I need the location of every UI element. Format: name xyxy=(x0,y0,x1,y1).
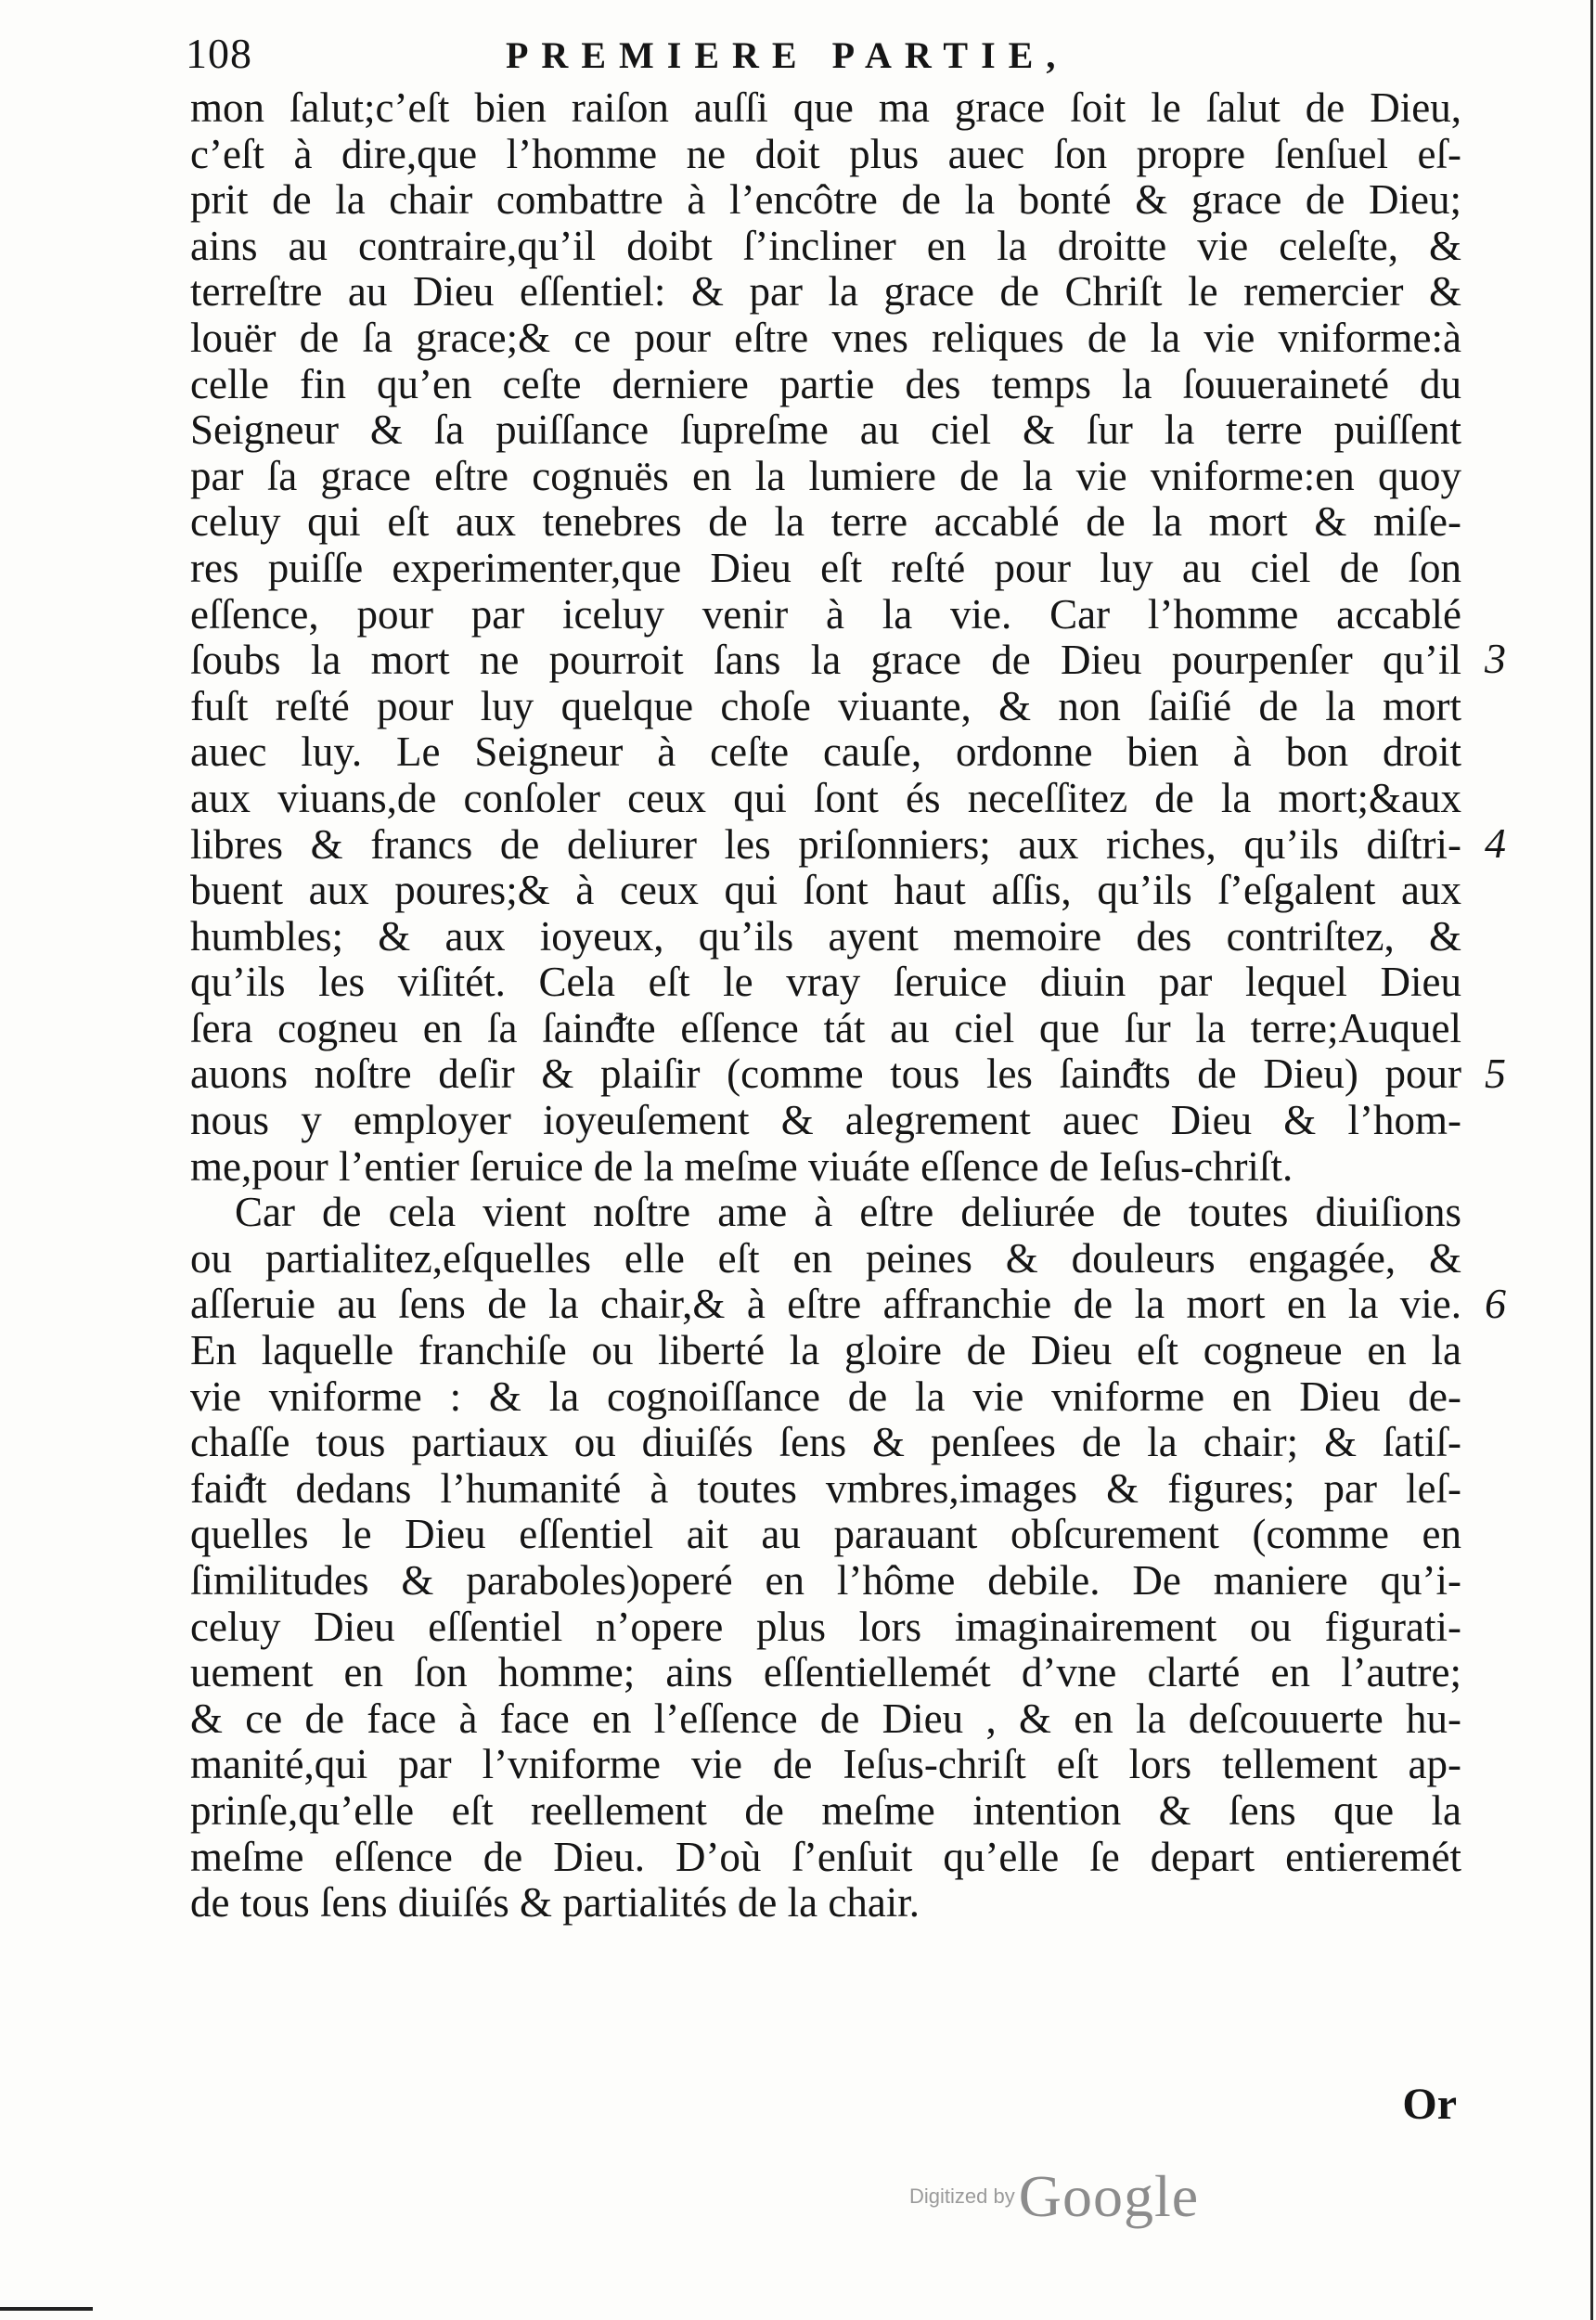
verse-number: 3 xyxy=(1485,635,1506,682)
digitized-watermark xyxy=(909,2162,1199,2231)
text-line: celuy qui eſt aux tenebres de la terre accablé de la mort & miſe- xyxy=(190,498,1461,546)
text-line: terreſtre au Dieu eſſentiel: & par la grace de Chriſt le remercier & xyxy=(190,268,1461,316)
text-line: aſſeruie au ſens de la chair,& à eſtre affranchie de la mort en la vie. xyxy=(190,1281,1461,1328)
catchword: Or xyxy=(1402,2080,1457,2129)
page-number: 108 xyxy=(186,30,252,77)
text-line: meſme eſſence de Dieu. D’où ſ’enſuit qu’elle ſe depart entieremét xyxy=(190,1833,1461,1880)
text-line: prinſe,qu’elle eſt reellement de meſme intention & ſens que la xyxy=(190,1786,1461,1834)
verse-number: 5 xyxy=(1485,1050,1506,1097)
text-line: fuſt reſté pour luy quelque choſe viuante, & non ſaiſié de la mort xyxy=(190,682,1461,729)
text-line: eſſence, pour par iceluy venir à la vie. Car l’homme accablé xyxy=(190,590,1461,638)
text-line: quelles le Dieu eſſentiel ait au parauant obſcurement (comme en xyxy=(190,1511,1461,1558)
text-line: de tous ſens diuiſés & partialités de la chair. xyxy=(190,1879,920,1927)
text-line: auec luy. Le Seigneur à ceſte cauſe, ordonne bien à bon droit xyxy=(190,728,1461,776)
text-line: ſoubs la mort ne pourroit ſans la grace de Dieu pourpenſer qu’il xyxy=(190,637,1461,684)
text-line: auons noſtre deſir & plaiſir (comme tous les ſainᵭts de Dieu) pour xyxy=(190,1050,1461,1098)
watermark-prefix: Digitized by xyxy=(909,2185,1015,2208)
text-line: celuy Dieu eſſentiel n’opere plus lors imaginairement ou figurati- xyxy=(190,1603,1461,1650)
text-line: nous y employer ioyeuſement & alegrement auec Dieu & l’hom- xyxy=(190,1097,1461,1144)
text-line: mon ſalut;c’eſt bien raiſon auſſi que ma grace ſoit le ſalut de Dieu, xyxy=(190,84,1461,131)
text-line: libres & francs de deliurer les priſonniers; aux riches, qu’ils diſtri- xyxy=(190,820,1461,868)
text-line: chaſſe tous partiaux ou diuiſés ſens & penſees de la chair; & ſatiſ- xyxy=(190,1419,1461,1466)
text-line: aux viuans,de conſoler ceux qui ſont és neceſſitez de la mort;&aux xyxy=(190,774,1461,821)
text-line: c’eſt à dire,que l’homme ne doit plus auec ſon propre ſenſuel eſ- xyxy=(190,130,1461,177)
text-line: qu’ils les viſitét. Cela eſt le vray ſeruice diuin par lequel Dieu xyxy=(190,959,1461,1006)
text-line: manité,qui par l’vniforme vie de Ieſus-chriſt eſt lors tellement ap- xyxy=(190,1741,1461,1788)
bottom-rule xyxy=(0,2307,93,2311)
page-edge xyxy=(1590,0,1593,2320)
text-line: prit de la chair combattre à l’encôtre de la bonté & grace de Dieu; xyxy=(190,176,1461,224)
text-line: ſera cogneu en ſa ſainᵭte eſſence tát au ciel que ſur la terre;Auquel xyxy=(190,1004,1461,1051)
text-line: par ſa grace eſtre cognuës en la lumiere de la vie vniforme:en quoy xyxy=(190,452,1461,499)
text-line: humbles; & aux ioyeux, qu’ils ayent memoire des contriſtez, & xyxy=(190,912,1461,960)
body-text xyxy=(190,85,1461,1927)
verse-number: 4 xyxy=(1485,819,1506,867)
google-logo: Google xyxy=(1018,2163,1200,2229)
text-line: louër de ſa grace;& ce pour eſtre vnes reliques de la vie vniforme:à xyxy=(190,314,1461,361)
text-line: En laquelle franchiſe ou liberté la gloire de Dieu eſt cogneue en la xyxy=(190,1327,1461,1374)
text-line: res puiſſe experimenter,que Dieu eſt reſté pour luy au ciel de ſon xyxy=(190,544,1461,591)
text-line: celle fin qu’en ceſte derniere partie des temps la ſouueraineté du xyxy=(190,360,1461,407)
text-line: ains au contraire,qu’il doibt ſ’incliner en la droitte vie celeſte, & xyxy=(190,222,1461,269)
text-line: faiᵭt dedans l’humanité à toutes vmbres,images & figures; par leſ- xyxy=(190,1464,1461,1512)
running-head: PREMIERE PARTIE, xyxy=(506,34,1069,76)
text-line: uement en ſon homme; ains eſſentiellemét d’vne clarté en l’autre; xyxy=(190,1649,1461,1696)
text-line: me,pour l’entier ſeruice de la meſme viuáte eſſence de Ieſus-chriſt. xyxy=(190,1142,1294,1190)
text-line: vie vniforme : & la cognoiſſance de la vie vniforme en Dieu de- xyxy=(190,1373,1461,1420)
text-line: Seigneur & ſa puiſſance ſupreſme au ciel & ſur la terre puiſſent xyxy=(190,406,1461,454)
text-line: buent aux poures;& à ceux qui ſont haut aſſis, qu’ils ſ’eſgalent aux xyxy=(190,867,1461,914)
text-line: ou partialitez,eſquelles elle eſt en peines & douleurs engagée, & xyxy=(190,1234,1461,1282)
verse-number: 6 xyxy=(1485,1280,1506,1327)
text-line: & ce de face à face en l’eſſence de Dieu , & en la deſcouuerte hu- xyxy=(190,1695,1461,1742)
text-line: ſimilitudes & paraboles)operé en l’hôme debile. De maniere qu’i- xyxy=(190,1557,1461,1604)
text-line: Car de cela vient noſtre ame à eſtre deliurée de toutes diuiſions xyxy=(235,1189,1461,1236)
page-header xyxy=(186,28,1475,84)
